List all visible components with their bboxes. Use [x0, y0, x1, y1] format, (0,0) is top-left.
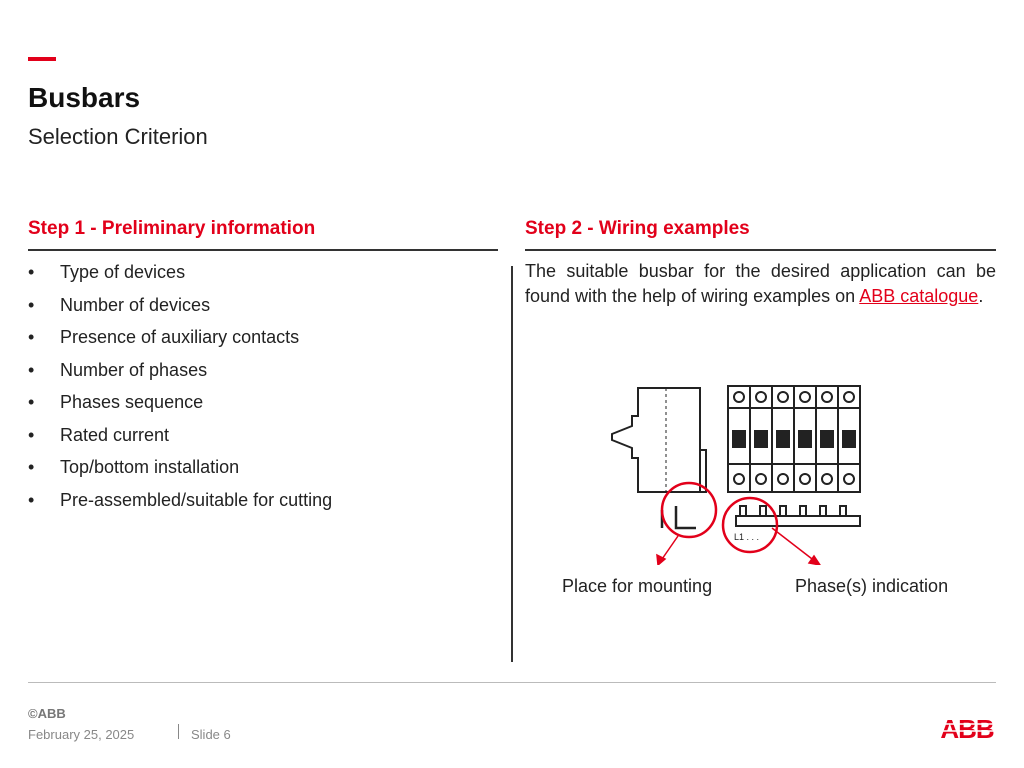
breaker-row — [728, 386, 860, 492]
auxiliary-contact-side-view — [612, 388, 706, 492]
list-item: • Type of devices — [28, 262, 186, 282]
footer-separator — [178, 724, 179, 739]
step1-list — [28, 258, 332, 518]
column-divider — [511, 266, 513, 662]
caption-mounting: Place for mounting — [562, 576, 713, 596]
phase-label: L1 . . . — [734, 532, 760, 542]
page-title: Busbars — [28, 82, 141, 113]
copyright: ©ABB — [28, 706, 66, 721]
wiring-diagram — [600, 380, 870, 565]
footer-date: February 25, 2025 — [28, 727, 135, 742]
busbar-comb — [736, 506, 860, 526]
step2-paragraph: The suitable busbar for the desired application can be found with the help of wiring examples on ABB catalogue. — [525, 261, 996, 306]
list-item: • Number of devices — [28, 294, 211, 315]
list-item: • Rated current — [28, 424, 170, 445]
slide-number: Slide 6 — [191, 727, 231, 742]
page-subtitle: Selection Criterion — [28, 124, 208, 149]
abb-catalogue-link[interactable]: ABB catalogue — [859, 286, 979, 306]
list-item: • Pre-assembled/suitable for cutting — [28, 489, 333, 510]
caption-phase: Phase(s) indication — [795, 576, 949, 596]
step1-heading: Step 1 - Preliminary information — [28, 218, 316, 239]
abb-logo-text: ABB — [940, 716, 994, 740]
step1-divider — [28, 249, 498, 251]
list-item: • Presence of auxiliary contacts — [28, 327, 300, 347]
list-item: • Number of phases — [28, 359, 208, 380]
footer-divider — [28, 682, 996, 683]
accent-bar — [28, 57, 56, 61]
list-item: • Top/bottom installation — [28, 457, 240, 477]
abb-logo — [937, 716, 997, 740]
step2-divider — [525, 249, 996, 251]
step2-heading: Step 2 - Wiring examples — [525, 218, 750, 239]
list-item: • Phases sequence — [28, 392, 204, 412]
